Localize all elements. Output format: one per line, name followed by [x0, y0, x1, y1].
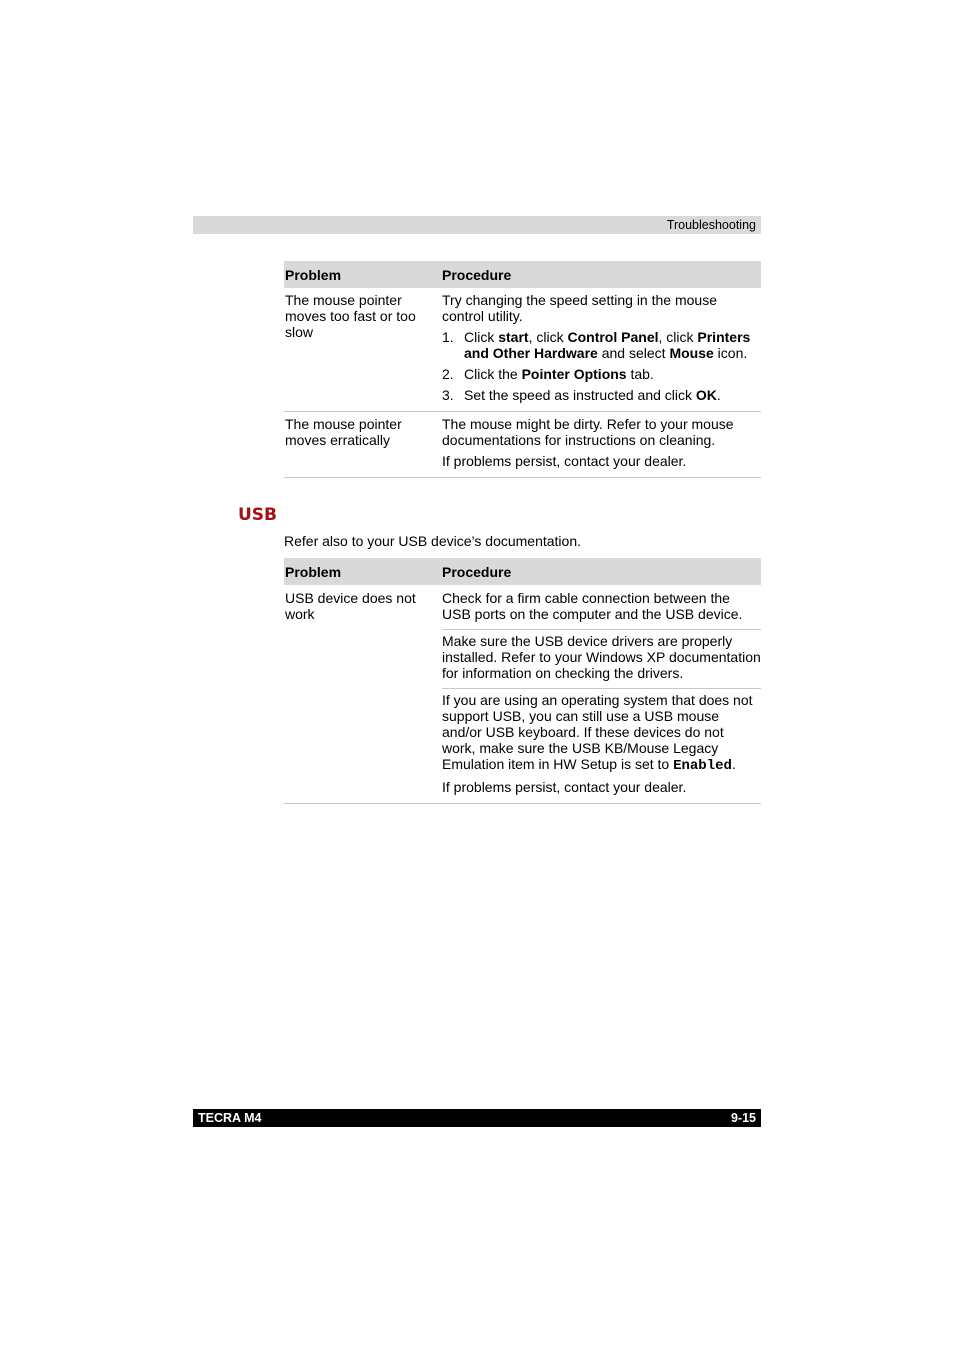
step-number: 1.: [442, 329, 454, 345]
model-name: TECRA M4: [198, 1111, 262, 1125]
page-number: 9-15: [730, 1111, 756, 1125]
column-header-procedure: Procedure: [437, 558, 761, 585]
usb-intro-text: Refer also to your USB device’s documentation.: [284, 533, 582, 549]
procedure-cell: [442, 585, 761, 803]
table-row: [284, 412, 761, 478]
section-title: Troubleshooting: [666, 218, 756, 232]
problem-cell: The mouse pointer moves erratically: [285, 416, 402, 448]
setting-value: Enabled: [673, 758, 732, 774]
step-text: Click the Pointer Options tab.: [464, 366, 654, 382]
procedure-text: Make sure the USB device drivers are properly installed. Refer to your Windows XP documentation for information on checking the drivers.: [442, 629, 761, 681]
table-row: [284, 585, 761, 804]
problem-cell: USB device does not work: [285, 590, 416, 622]
column-header-problem: Problem: [284, 261, 437, 288]
usb-troubleshooting-table: [284, 558, 761, 804]
step-2: [442, 366, 761, 382]
problem-cell: The mouse pointer moves too fast or too slow: [285, 292, 416, 340]
step-3: [442, 387, 761, 403]
step-1: [442, 329, 761, 361]
table-header-row: [284, 558, 761, 585]
procedure-cell: [442, 412, 761, 477]
step-number: 3.: [442, 387, 454, 403]
mouse-troubleshooting-table: [284, 261, 761, 478]
procedure-text: Check for a firm cable connection between the USB ports on the computer and the USB device.: [442, 590, 743, 622]
step-text: Click start, click Control Panel, click Printers and Other Hardware and select Mouse icon.: [464, 329, 751, 361]
procedure-text: If problems persist, contact your dealer.: [442, 453, 687, 469]
column-header-problem: Problem: [284, 558, 437, 585]
procedure-intro: Try changing the speed setting in the mouse control utility.: [442, 292, 717, 324]
usb-section-heading: USB: [238, 505, 278, 525]
step-number: 2.: [442, 366, 454, 382]
procedure-text: If you are using an operating system that does not support USB, you can still use a USB mouse and/or USB keyboard. If these devices do not work, make sure the USB KB/Mouse Legacy Emulation item in HW Setup is set to Enabled.: [442, 688, 761, 774]
header-bar: [193, 216, 761, 234]
footer-bar: [193, 1109, 761, 1127]
table-header-row: [284, 261, 761, 288]
procedure-text: If problems persist, contact your dealer.: [442, 779, 687, 795]
column-header-procedure: Procedure: [437, 261, 761, 288]
procedure-text: The mouse might be dirty. Refer to your mouse documentations for instructions on cleaning.: [442, 416, 734, 448]
procedure-cell: [442, 288, 761, 411]
table-row: [284, 288, 761, 412]
step-text: Set the speed as instructed and click OK.: [464, 387, 721, 403]
